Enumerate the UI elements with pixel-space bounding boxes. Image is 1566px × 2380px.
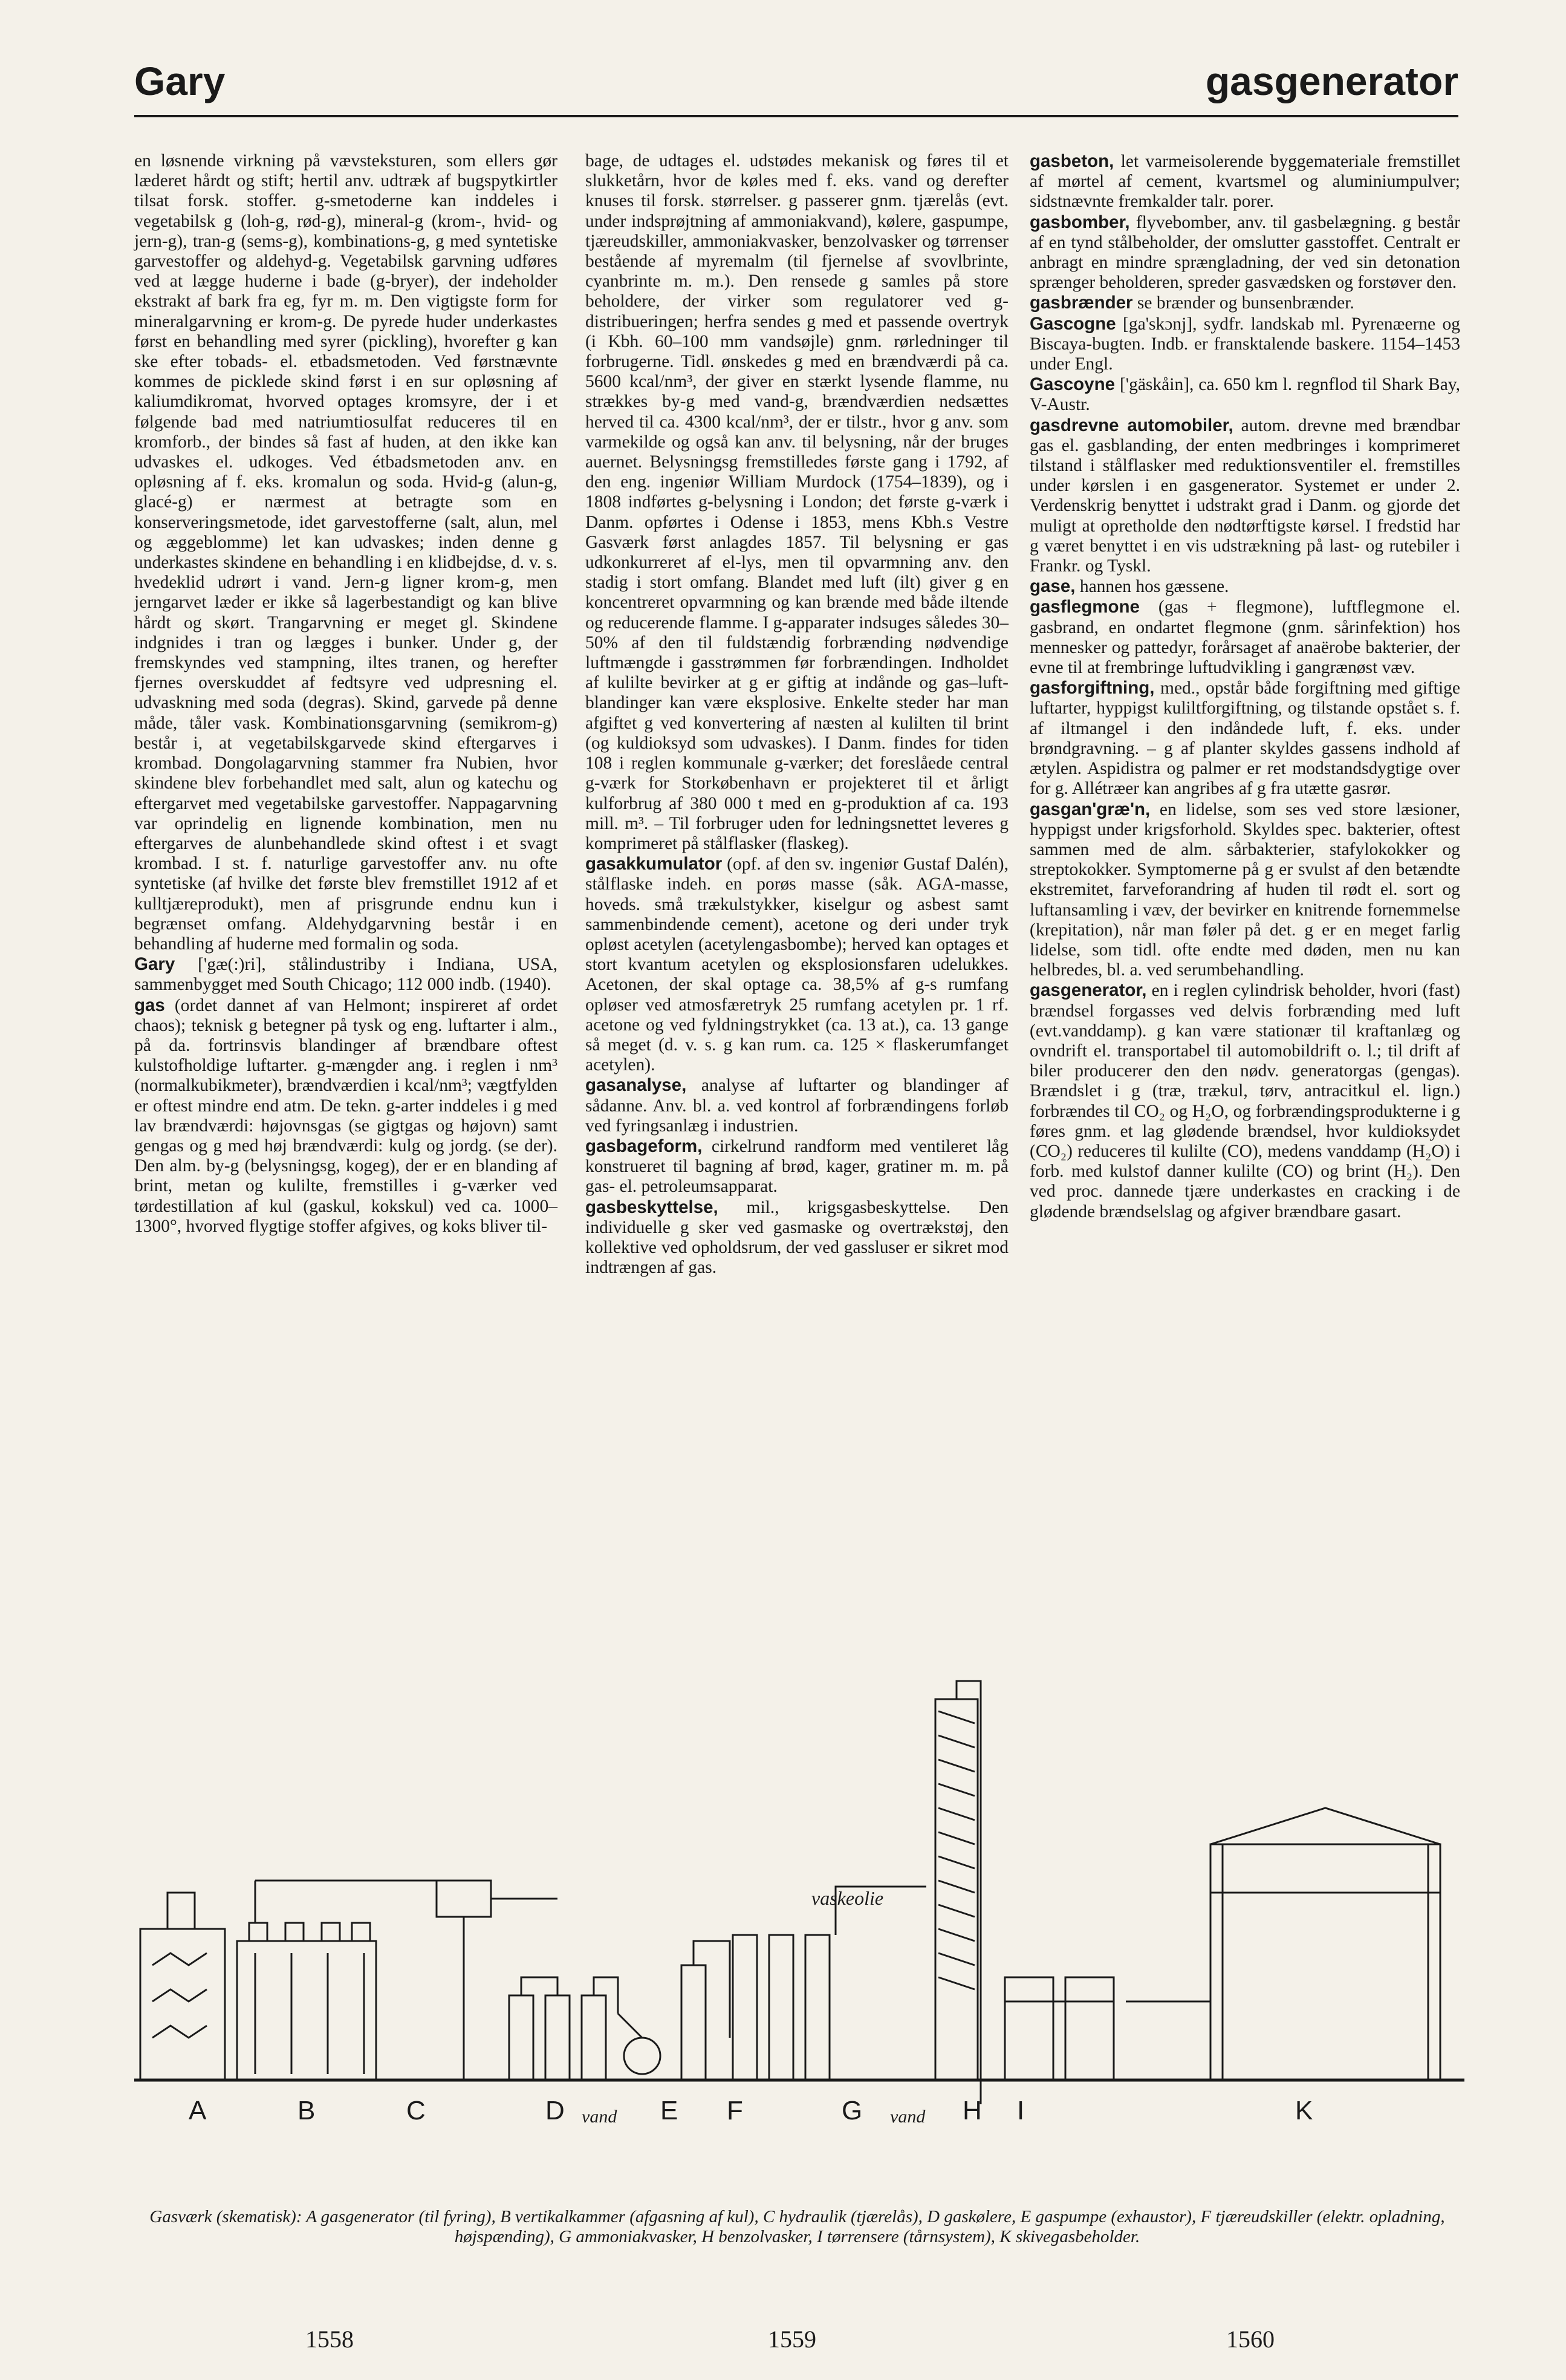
entry-headword: Gascogne bbox=[1030, 313, 1116, 334]
entry-headword: gasflegmone bbox=[1030, 597, 1140, 617]
header-rule bbox=[134, 115, 1458, 117]
entry bbox=[134, 954, 557, 995]
entry-headword: gasbrænder bbox=[1030, 293, 1133, 313]
label-g: G bbox=[842, 2096, 863, 2125]
entry-text: cirkelrund randform med ventileret låg konstrueret til bagning af brød, kager, gratiner m. m. på gas- el. petroleumsapparat. bbox=[585, 1136, 1009, 1197]
entry-text: ['gäskåin], ca. 650 km l. regnflod til Shark Bay, V-Austr. bbox=[1030, 375, 1461, 415]
entry-headword: gasakkumulator bbox=[585, 854, 723, 874]
entry bbox=[1030, 799, 1460, 981]
label-f: F bbox=[727, 2096, 743, 2125]
column-2 bbox=[585, 151, 1009, 1278]
entry-headword: gasforgiftning, bbox=[1030, 678, 1155, 698]
entry bbox=[1030, 980, 1460, 1221]
entry-text: se brænder og bunsenbrænder. bbox=[1137, 293, 1354, 313]
entry-headword: gasdrevne automobiler, bbox=[1030, 415, 1233, 435]
entry-text: analyse af luftarter og blandinger af sådanne. Anv. bl. a. ved kontrol af forbrændingens forløb ved fyringsanlæg i industrien. bbox=[585, 1076, 1009, 1136]
entry-text: mil., krigsgasbeskyttelse. Den individuelle g sker ved gasmaske og overtrækstøj, den kollektive ved opholdsrum, der ved gassluser er sikret mod indtrængen af gas. bbox=[585, 1197, 1009, 1278]
label-i: I bbox=[1017, 2096, 1025, 2125]
entry-continuation bbox=[585, 151, 1009, 854]
gasholder-k bbox=[1126, 1808, 1440, 2080]
header-left-word: Gary bbox=[134, 59, 226, 103]
entry-headword: gasbomber, bbox=[1030, 212, 1130, 232]
entry bbox=[1030, 151, 1460, 212]
entry bbox=[134, 995, 557, 1237]
coolers-d bbox=[509, 1977, 618, 2080]
entry bbox=[585, 854, 1009, 1075]
entry-text: (opf. af den sv. ingeniør Gustaf Dalén), stålflaske indeh. en porøs masse (såk. AGA-masse, hoveds. små trækulstykker, kiselgur og asbest samt sammenbindende cement), acetone og deri under tryk opløst acetylen (acetylengasbombe); herved kan optages et stort kvantum acetylen og eksplosionsfaren udelukkes. Acetonen, der skal optage ca. 38,5% af g-s rumfang opløser ved atmosfæretryk 25 rumfang acetylen pr. 1 rf. acetone og ved fyldningstrykket (ca. 13 at.), ca. 13 gange så meget (d. v. s. g kan rum. ca. 125 × flaskerumfanget acetylen). bbox=[585, 854, 1009, 1075]
column-1 bbox=[134, 151, 557, 1237]
entry-text: en lidelse, som ses ved store læsioner, hyppigst under krigsforhold. Skyldes spec. bakterier, oftest sammen med de alm. sårbakterier, stafylokokker og streptokokker. Symptomerne på g er svulst af den betændte ekstremitet, farveforandring af huden til rødt el. sort og luftansamling i væv, der bevirker en knitrende fornemmelse (krepitation), når man føler på det. g er en meget farlig lidelse, som tidl. ofte endte med døden, men nu kan helbredes, bl. a. ved serumbehandling. bbox=[1030, 799, 1461, 980]
entry bbox=[1030, 314, 1460, 375]
label-d: D bbox=[545, 2096, 565, 2125]
column-3 bbox=[1030, 151, 1460, 1222]
annotation-vand-2: vand bbox=[890, 2107, 926, 2127]
entry-headword: gasanalyse, bbox=[585, 1075, 687, 1096]
entry bbox=[585, 1136, 1009, 1197]
entry bbox=[1030, 212, 1460, 293]
entry-text: (gas + flegmone), luftflegmone el. gasbrand, en ondartet flegmone (gnm. sårinfektion) hos mennesker og pattedyr, forårsaget af anaërobe bakterier, der evne til at frembringe luftudvikling i gangrænøst væv. bbox=[1030, 597, 1460, 678]
entry-headword: gasbeskyttelse, bbox=[585, 1197, 718, 1217]
header-right-word: gasgenerator bbox=[1205, 59, 1458, 103]
entry-text: en løsnende virkning på vævsteksturen, som ellers gør læderet hårdt og stift; hertil anv. udtræk af bugspytkirtler tilsat forsk. stoffer. g-smetoderne kan inddeles i vegetabilsk g (loh-g, rød-g), mineral-g (krom-, hvid- og jern-g), tran-g (sems-g), kombinations-g, g med syntetiske garvestoffer og aldehyd-g. Vegetabilsk garvning udføres ved at lægge huderne i bade (g-bryer), der indeholder ekstrakt af bark fra eg, fyr m. m. Den vigtigste form for mineralgarvning er krom-g. De pyrede huder underkastes først en behandling med syrer (pickling), hvorefter g kan ske efter tobads- el. etbadsmetoden. Ved førstnævnte kommes de picklede skind først i en sur opløsning af kaliumdikromat, hvorved optages kromsyre, der i et følgende bad med natriumtiosulfat reduceres til en kromforb., der bindes så fast af huden, at den ikke kan udvaskes el. udkoges. Ved étbadsmetoden anv. en opløsning af f. eks. kromalun og soda. Hvid-g (alun-g, glacé-g) er nærmest at betragte som en konserveringsmetode, idet garvestofferne (salt, alun, mel og æggeblomme) let kan udvaskes; inden denne g underkastes skindene en behandling i en klidbejdse, d. v. s. hvedeklid udrørt i vand. Jern-g ligner krom-g, men jerngarvet læder er ikke så lagerbestandigt og kan blive hårdt og skørt. Trangarvning er meget gl. Skindene indgnides i tran og lægges i bunker. Under g, der fremskyndes ved stampning, iltes tranen, og herefter fjernes overskuddet af fedtsyre ved udpresning el. udvaskning med soda (degras). Skind, garvede på denne måde, tåler vask. Kombinationsgarvning (semikrom-g) består i, at vegetabilskgarvede skind eftergarves i krombad. Dongolagarvning stammer fra Nubien, hvor skindene blev forbehandlet med salt, alun og katechu og eftergarvet med vegetabilske garvestoffer. Nappagarvning var oprindelig en lignende kombination, men nu eftergarves de alunbehandlede skind oftest i et svagt krombad. I st. f. naturlige garvestoffer anv. nu ofte syntetiske (af hvilke det første blev fremstillet 1912 af et kulltjæreprodukt), men af prisgrunde endnu kun i begrænset omfang. Aldehydgarvning består i en behandling af huderne med formalin og soda. bbox=[134, 151, 557, 954]
entry-text: flyvebomber, anv. til gasbelægning. g består af en tynd stålbeholder, der omslutter gasstoffet. Centralt er anbragt en mindre sprængladning, der ved sin detonation sprænger beholderen, spreder gasvædsken og forstøver den. bbox=[1030, 212, 1460, 293]
exhauster-e bbox=[618, 2014, 660, 2074]
generator-a bbox=[140, 1893, 225, 2080]
entry-text: hannen hos gæssene. bbox=[1079, 577, 1229, 597]
annotation-vaskeolie: vaskeolie bbox=[811, 1887, 884, 1909]
entry bbox=[585, 1075, 1009, 1136]
entry-continuation bbox=[134, 151, 557, 954]
entry-text: en i reglen cylindrisk beholder, hvori (fast) brændsel forgasses ved delvis forbrænding med luft (evt.vanddamp). g kan være stationær til kraftanlæg og ovndrift el. transportabel til automobildrift o. l.; til drift af biler producerer den den nødv. generatorgas (gengas). Brændslet i g (træ, trækul, tørv, antracitkul el. lign.) forbrændes til CO₂ og H₂O, og forbrændingsprodukterne i g føres gnm. et lag glødende brændsel, hvor kuldioksydet (CO₂) reduceres til kulilte (CO), medens vanddamp (H₂O) i forb. med kulstof danner kulilte (CO) og brint (H₂). Den ved proc. dannede tjære underkastes en cracking i de glødende brændselslag og afgiver brændbare gasart. bbox=[1030, 981, 1460, 1221]
label-a: A bbox=[189, 2096, 207, 2125]
annotation-vand-1: vand bbox=[582, 2107, 617, 2127]
ammonia-washer-g bbox=[733, 1935, 830, 2080]
entry-headword: gasbageform, bbox=[585, 1136, 703, 1156]
entry-headword: gasgenerator, bbox=[1030, 980, 1147, 1001]
vertical-chambers-b bbox=[237, 1881, 461, 2080]
page-number-2: 1559 bbox=[768, 2326, 816, 2353]
page-number-1: 1558 bbox=[305, 2326, 354, 2353]
entry bbox=[1030, 678, 1460, 799]
entry bbox=[585, 1197, 1009, 1278]
entry bbox=[1030, 597, 1460, 678]
entry bbox=[1030, 293, 1460, 313]
entry-text: autom. drevne med brændbar gas el. gasblanding, der enten medbringes i komprimeret tilstand i stålflasker med reduktionsventiler el. fremstilles under kørslen i en gasgenerator. Systemet er under 2. Verdenskrig benyttet i udstrakt grad i Danm. og gjorde det muligt at opretholde den nødtørftigste kørsel. I fredstid har g været benyttet i en vis udstrækning på last- og rutebiler i Frankr. og Tyskl. bbox=[1030, 415, 1461, 576]
label-h: H bbox=[963, 2096, 982, 2125]
entry bbox=[1030, 576, 1460, 597]
gasworks-diagram bbox=[134, 1361, 1464, 2207]
entry-headword: Gary bbox=[134, 954, 175, 975]
hydraulic-main-c bbox=[437, 1881, 557, 2080]
entry-headword: gasbeton, bbox=[1030, 151, 1114, 171]
label-e: E bbox=[660, 2096, 678, 2125]
entry-text: med., opstår både forgiftning med giftige luftarter, hyppigst kuliltforgiftning, og tilstande opstået s. f. af iltmangel i den indåndede luft, f. eks. under brøndgravning. – g af planter skyldes gassens indhold af ætylen. Aspidistra og palmer er ret modstandsdygtige over for g. Allétræer kan angribes af g fra utætte gasrør. bbox=[1030, 678, 1460, 799]
entry-headword: gase, bbox=[1030, 576, 1076, 597]
entry-headword: gasgan'græ'n, bbox=[1030, 799, 1151, 819]
page-number-3: 1560 bbox=[1226, 2326, 1275, 2353]
entry bbox=[1030, 374, 1460, 415]
figure-caption: Gasværk (skematisk): A gasgenerator (til fyring), B vertikalkammer (afgasning af kul), C hydraulik (tjærelås), D gaskølere, E gaspumpe (exhaustor), F tjæreudskiller (elektr. opladning, højspænding), G ammoniakvasker, H benzolvasker, I tørrensere (tårnsystem), K skivegasbeholder. bbox=[149, 2207, 1445, 2246]
entry-text: let varmeisolerende byggemateriale fremstillet af mørtel af cement, kvartsmel og aluminiumpulver; sidstnævnte fremkalder talr. porer. bbox=[1030, 152, 1460, 212]
entry-headword: gas bbox=[134, 995, 165, 1015]
label-k: K bbox=[1295, 2096, 1313, 2125]
purifiers-i bbox=[1005, 1977, 1114, 2080]
entry-text: [ga'skɔnj], sydfr. landskab ml. Pyrenæerne og Biscaya-bugten. Indb. er fransktalende baskere. 1154–1453 under Engl. bbox=[1030, 314, 1461, 374]
entry-headword: Gascoyne bbox=[1030, 374, 1116, 395]
entry bbox=[1030, 415, 1460, 577]
entry-text: bage, de udtages el. udstødes mekanisk og føres til et slukketårn, hvor de køles med f. eks. vand og derefter knuses til forsk. størrelser. g passerer gnm. tjærelås (evt. under indsprøjtning af ammoniakvand), kølere, gaspumpe, tjæreudskiller, ammoniakvasker, benzolvasker og tørrenser bestående af myremalm (til fjernelse af svovlbrinte, cyanbrinte m. m.). Den rensede g samles på store beholdere, der virker som regulatorer ved g-distribueringen; herfra sendes g med et passende overtryk (i Kbh. 60–100 mm vandsøjle) gnm. rørledninger til forbrugerne. Tidl. ønskedes g med en brændværdi på ca. 5600 kcal/nm³, der giver en stærkt lysende flamme, nu strækkes by-g med vand-g, brændværdien nedsættes herved til ca. 4300 kcal/nm³, der er tilstr., hvor g anv. som varmekilde og også kan anv. til belysning, når der bruges auernet. Belysningsg fremstilledes første gang i 1792, af den eng. ingeniør William Murdock (1754–1839), og i 1808 indførtes g-belysning i London; det første g-værk i Danm. opførtes i Odense i 1853, mens Kbh.s Vestre Gasværk først anlagdes 1857. Til belysning er gas udkonkurreret af el-lys, men til opvarmning anv. den stadig i stort omfang. Blandet med luft (ilt) giver g en koncentreret opvarmning og kan brænde med både iltende og reducerende flamme. I g-apparater indsuges således 30–50% af den til fuldstændig forbrænding nødvendige luftmængde i gasstrømmen før forbrændingen. Indholdet af kulilte bevirker at g er giftig at indånde og gas–luft-blandinger kan være eksplosive. Enkelte steder har man afgiftet g ved konvertering af næsten al kulilten til brint (og kuldioksyd som udvaskes). I Danm. findes for tiden 108 i reglen kommunale g-værker; det foreslåede central g-værk for Storkøbenhavn er projekteret til et årligt kulforbrug af 380 000 t med en g-produktion af ca. 193 mill. m³. – Til forbruger uden for ledningsnettet leveres g komprimeret på stålflasker (flaskeg). bbox=[585, 151, 1009, 853]
label-c: C bbox=[406, 2096, 426, 2125]
entry-text: (ordet dannet af van Helmont; inspireret af ordet chaos); teknisk g betegner på tysk og eng. luftarter i alm., på da. fortrinsvis blandinger af brændbare oftest kulstofholdige luftarter. g-mængder ang. i reglen i nm³ (normalkubikmeter), brændværdien i kcal/nm³; vægtfylden er oftest mindre end atm. De tekn. g-arter inddeles i g med lav brændværdi: højovnsgas (se gigtgas og højovn) samt gengas og g med høj brændværdi: kulg og jordg. (se der). Den alm. by-g (belysningsg, kogeg), der er en blanding af brint, metan og kulilte, fremstilles i g-værker ved tørdestillation af kul (gaskul, kokskul) ved ca. 1000–1300°, hvorved flygtige stoffer afgives, og koks bliver til- bbox=[134, 995, 557, 1236]
tar-separator-f bbox=[681, 1941, 730, 2080]
label-b: B bbox=[297, 2096, 316, 2125]
entry-text: ['gæ(:)ri], stålindustriby i Indiana, USA, sammenbygget med South Chicago; 112 000 indb. (1940). bbox=[134, 955, 558, 995]
